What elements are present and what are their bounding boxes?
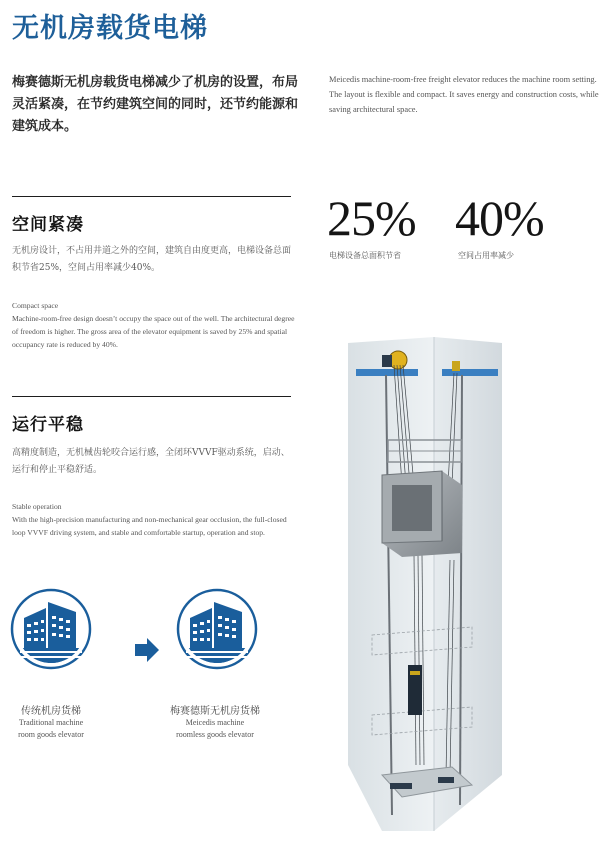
traditional-building-icon: [10, 588, 92, 670]
space-section-text-cn: 无机房设计，不占用井道之外的空间，建筑自由度更高，电梯设备总面积节省25%，空间占用率减少40%。: [12, 246, 292, 273]
intro-text-en: Meicedis machine-room-free freight elevator reduces the machine room setting. The layout is flexible and compact. It saves energy and construction costs, while saving architectural space.: [329, 75, 599, 114]
page-title: 无机房载货电梯: [12, 13, 208, 44]
space-section-title: 空间紧凑: [12, 215, 84, 235]
section-divider: [12, 396, 291, 397]
traditional-caption-cn: 传统机房货梯: [21, 706, 81, 717]
stable-section-text-en: [12, 500, 297, 539]
elevator-shaft-illustration: [342, 335, 504, 833]
space-section-en-heading: Compact space: [12, 301, 59, 310]
space-section-en-body: Machine-room-free design doesn’t occupy the space out of the well. The architectural degree of freedom is higher. The gross area of the elevator equipment is saved by 25% and spatial occupancy rate is reduced by 40%.: [12, 314, 295, 349]
stable-section-en-heading: Stable operation: [12, 502, 62, 511]
meicedis-caption-cn: 梅赛德斯无机房货梯: [170, 706, 260, 717]
stat-value-occupancy: 40%: [455, 190, 544, 246]
stable-section-title: 运行平稳: [12, 415, 84, 435]
meicedis-caption-en: Meicedis machine roomless goods elevator: [176, 718, 254, 739]
intro-text-cn: 梅赛德斯无机房载货电梯减少了机房的设置，布局灵活紧凑，在节约建筑空间的同时，还节约能源和建筑成本。: [12, 75, 299, 134]
traditional-caption-en: Traditional machine room goods elevator: [18, 718, 84, 739]
stable-section-text-cn: 高精度制造，无机械齿轮咬合运行感，全闭环VVVF驱动系统，启动、运行和停止平稳舒适。: [12, 448, 290, 475]
stable-section-en-body: With the high-precision manufacturing and non-mechanical gear occlusion, the full-closed loop VVVF driving system, and stable and comfortable startup, operation and stop.: [12, 515, 287, 537]
stat-label-occupancy: 空间占用率减少: [458, 251, 514, 260]
stat-label-area: 电梯设备总面积节省: [329, 251, 401, 260]
arrow-right-icon: [133, 636, 161, 664]
section-divider: [12, 196, 291, 197]
space-section-text-en: [12, 299, 297, 351]
meicedis-building-icon: [176, 588, 258, 670]
stat-value-area: 25%: [327, 190, 416, 246]
